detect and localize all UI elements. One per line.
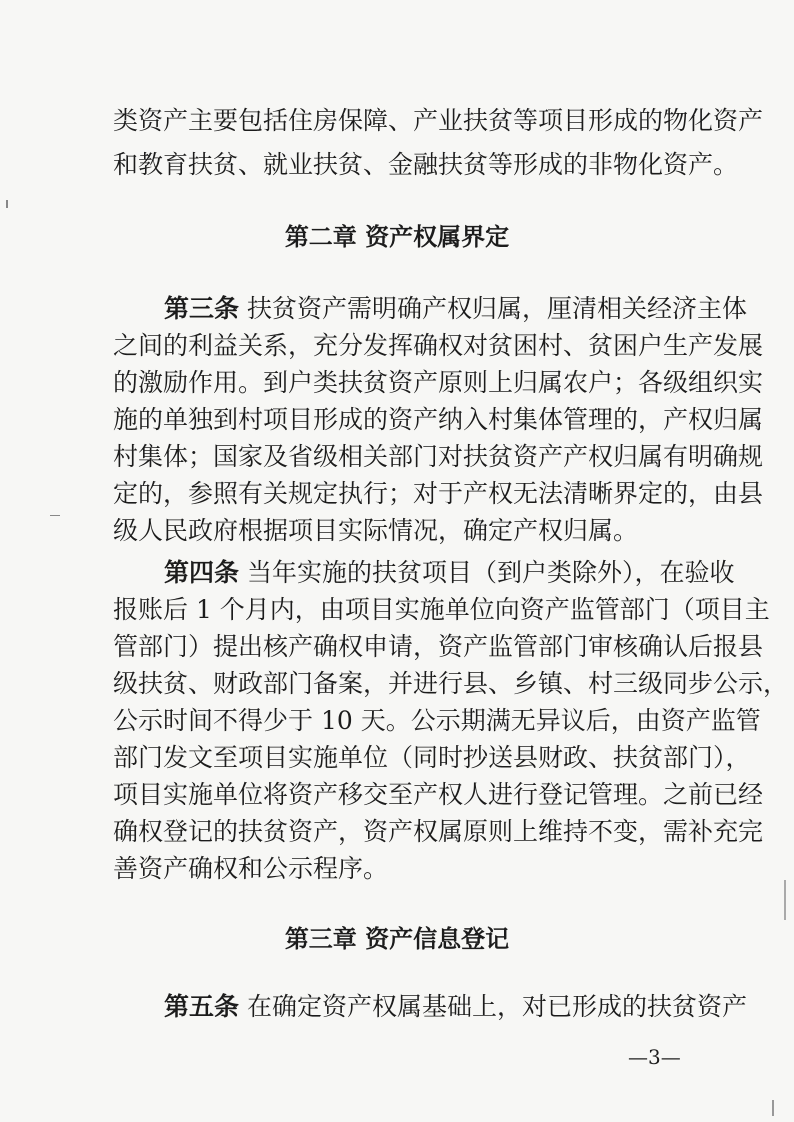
article-4-line-2: 报账后 1 个月内，由项目实施单位向资产监管部门（项目主: [113, 595, 770, 624]
article-3-line-7: 级人民政府根据项目实际情况，确定产权归属。: [113, 516, 639, 545]
article-5-lead: 第五条: [164, 992, 240, 1021]
article-5-line-1: 在确定资产权属基础上，对已形成的扶贫资产: [239, 992, 747, 1021]
article-4-line-1: 当年实施的扶贫项目（到户类除外），在验收: [239, 558, 735, 587]
article-5-first-line: [164, 990, 747, 1024]
article-3-lead: 第三条: [164, 294, 240, 323]
article-4-line-4: 级扶贫、财政部门备案，并进行县、乡镇、村三级同步公示，: [113, 669, 789, 698]
article-4-lead: 第四条: [164, 558, 240, 587]
article-3-line-1: 扶贫资产需明确产权归属，厘清相关经济主体: [239, 294, 747, 323]
scan-edge-mark: [784, 880, 786, 920]
article-3-line-5: 村集体；国家及省级相关部门对扶贫资产产权归属有明确规: [113, 442, 764, 471]
article-3-line-2: 之间的利益关系，充分发挥确权对贫困村、贫困户生产发展: [113, 331, 764, 360]
article-3-line-3: 的激励作用。到户类扶贫资产原则上归属农户；各级组织实: [113, 368, 764, 397]
article-4-line-9: 善资产确权和公示程序。: [113, 854, 389, 883]
intro-line-2: 和教育扶贫、就业扶贫、金融扶贫等形成的非物化资产。: [113, 150, 739, 179]
page-number: —3—: [628, 1045, 681, 1069]
article-4-line-6: 部门发文至项目实施单位（同时抄送县财政、扶贫部门），: [113, 743, 751, 772]
article-4-line-7: 项目实施单位将资产移交至产权人进行登记管理。之前已经: [113, 780, 764, 809]
intro-line-1: 类资产主要包括住房保障、产业扶贫等项目形成的物化资产: [113, 106, 764, 135]
scan-speck: [6, 200, 8, 208]
article-3-line-4: 施的单独到村项目形成的资产纳入村集体管理的，产权归属: [113, 405, 764, 434]
article-4-first-line: [164, 556, 734, 590]
article-4-line-5: 公示时间不得少于 10 天。公示期满无异议后，由资产监管: [113, 706, 761, 735]
scan-edge-mark: [772, 1100, 774, 1116]
scan-speck: [50, 515, 60, 516]
article-3-first-line: [164, 292, 747, 326]
chapter-2-heading: 第二章 资产权属界定: [284, 223, 510, 251]
article-3-line-6: 定的，参照有关规定执行；对于产权无法清晰界定的，由县: [113, 479, 764, 508]
article-4-line-8: 确权登记的扶贫资产，资产权属原则上维持不变，需补充完: [113, 817, 764, 846]
article-4-line-3: 管部门）提出核产确权申请，资产监管部门审核确认后报县: [113, 632, 764, 661]
chapter-3-heading: 第三章 资产信息登记: [284, 925, 510, 953]
